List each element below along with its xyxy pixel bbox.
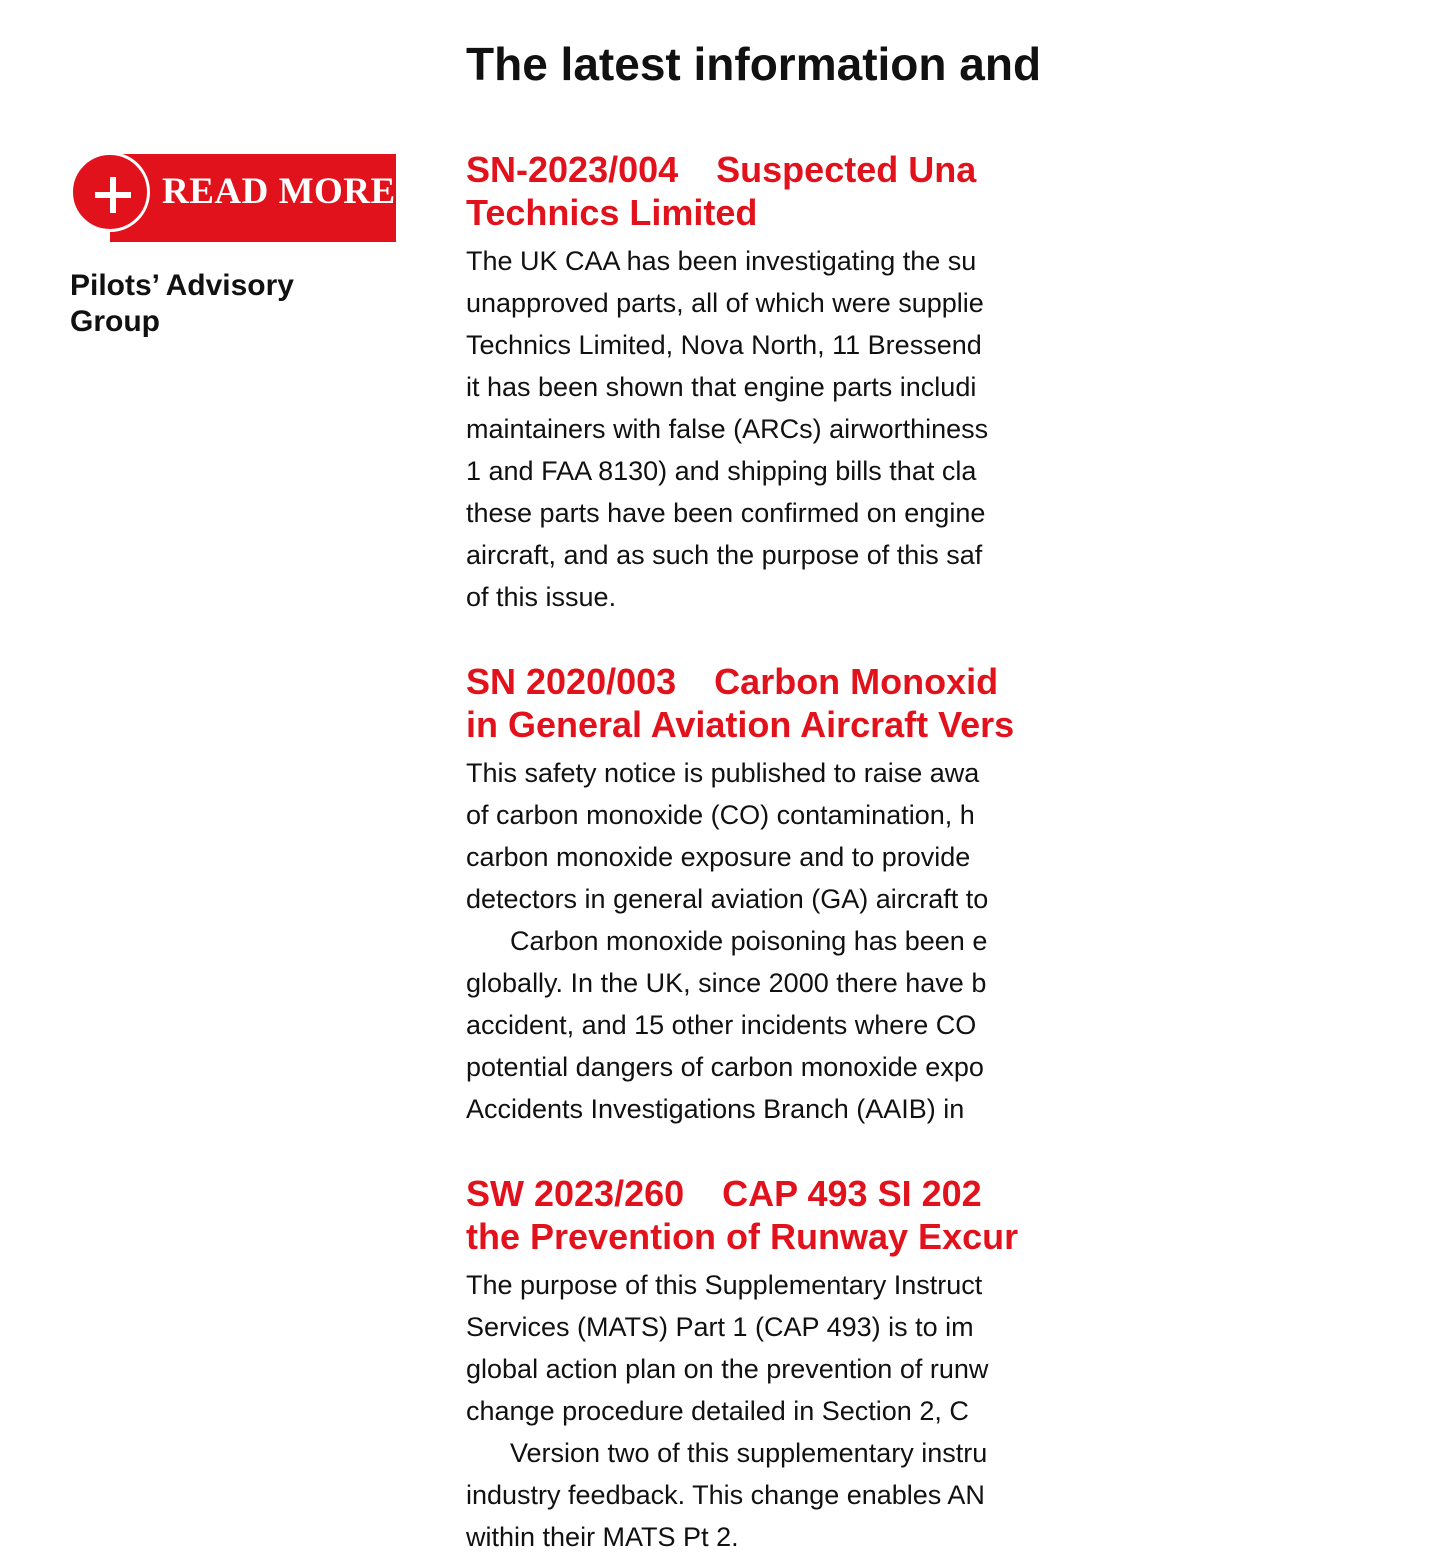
summary-line: The UK CAA has been investigating the su [466,246,977,276]
summary-line: industry feedback. This change enables AN [466,1480,985,1510]
summary-line: Technics Limited, Nova North, 11 Bressend [466,330,982,360]
summary-line: maintainers with false (ARCs) airworthiness [466,414,989,444]
summary-line: globally. In the UK, since 2000 there have b [466,968,987,998]
notice-heading[interactable] [466,660,1446,746]
read-more-label: READ MORE [162,171,396,212]
notice-summary [466,752,1446,1130]
main-content [466,36,1042,1552]
summary-line: global action plan on the prevention of runw [466,1354,989,1384]
summary-line: it has been shown that engine parts includi [466,372,977,402]
summary-line: of this issue. [466,582,617,612]
summary-line: carbon monoxide exposure and to provide [466,842,971,872]
notice-item [466,1172,1446,1558]
notice-summary [466,240,1446,618]
summary-line: The purpose of this Supplementary Instruct [466,1270,983,1300]
summary-line: Accidents Investigations Branch (AAIB) in [466,1094,965,1124]
notice-title-line: the Prevention of Runway Excur [466,1216,1019,1257]
page-title: The latest information and [466,38,1042,90]
notice-item [466,148,1446,618]
plus-circle-icon [70,152,150,232]
plus-icon [93,175,133,215]
notice-title-line: CAP 493 SI 202 [722,1173,982,1214]
notice-heading[interactable] [466,148,1446,234]
summary-line: potential dangers of carbon monoxide expo [466,1052,984,1082]
notice-reference: SN-2023/004 [466,149,679,190]
summary-line: within their MATS Pt 2. [466,1522,739,1552]
caption-line: Group [70,305,160,338]
summary-line: these parts have been confirmed on engine [466,498,986,528]
notice-heading[interactable] [466,1172,1446,1258]
notice-title-line: Carbon Monoxid [714,661,999,702]
read-more-button[interactable] [70,150,396,242]
summary-line: This safety notice is published to raise awa [466,758,980,788]
notice-reference: SN 2020/003 [466,661,677,702]
notice-title-line: Suspected Una [716,149,977,190]
summary-line: Version two of this supplementary instru [510,1438,988,1468]
sidebar [70,150,400,340]
summary-line: Carbon monoxide poisoning has been e [510,926,988,956]
pilots-advisory-group-link[interactable] [70,268,400,340]
summary-line: accident, and 15 other incidents where CO [466,1010,977,1040]
summary-line: detectors in general aviation (GA) aircraft to [466,884,989,914]
summary-line: Services (MATS) Part 1 (CAP 493) is to im [466,1312,974,1342]
summary-line: 1 and FAA 8130) and shipping bills that cla [466,456,977,486]
notice-summary [466,1264,1446,1558]
notice-reference: SW 2023/260 [466,1173,685,1214]
summary-line: change procedure detailed in Section 2, C [466,1396,969,1426]
caption-line: Pilots’ Advisory [70,269,294,302]
notice-title-line: in General Aviation Aircraft Vers [466,704,1015,745]
notice-item [466,660,1446,1130]
notice-title-line: Technics Limited [466,192,758,233]
summary-line: of carbon monoxide (CO) contamination, h [466,800,975,830]
summary-line: unapproved parts, all of which were supplie [466,288,984,318]
summary-line: aircraft, and as such the purpose of this saf [466,540,983,570]
